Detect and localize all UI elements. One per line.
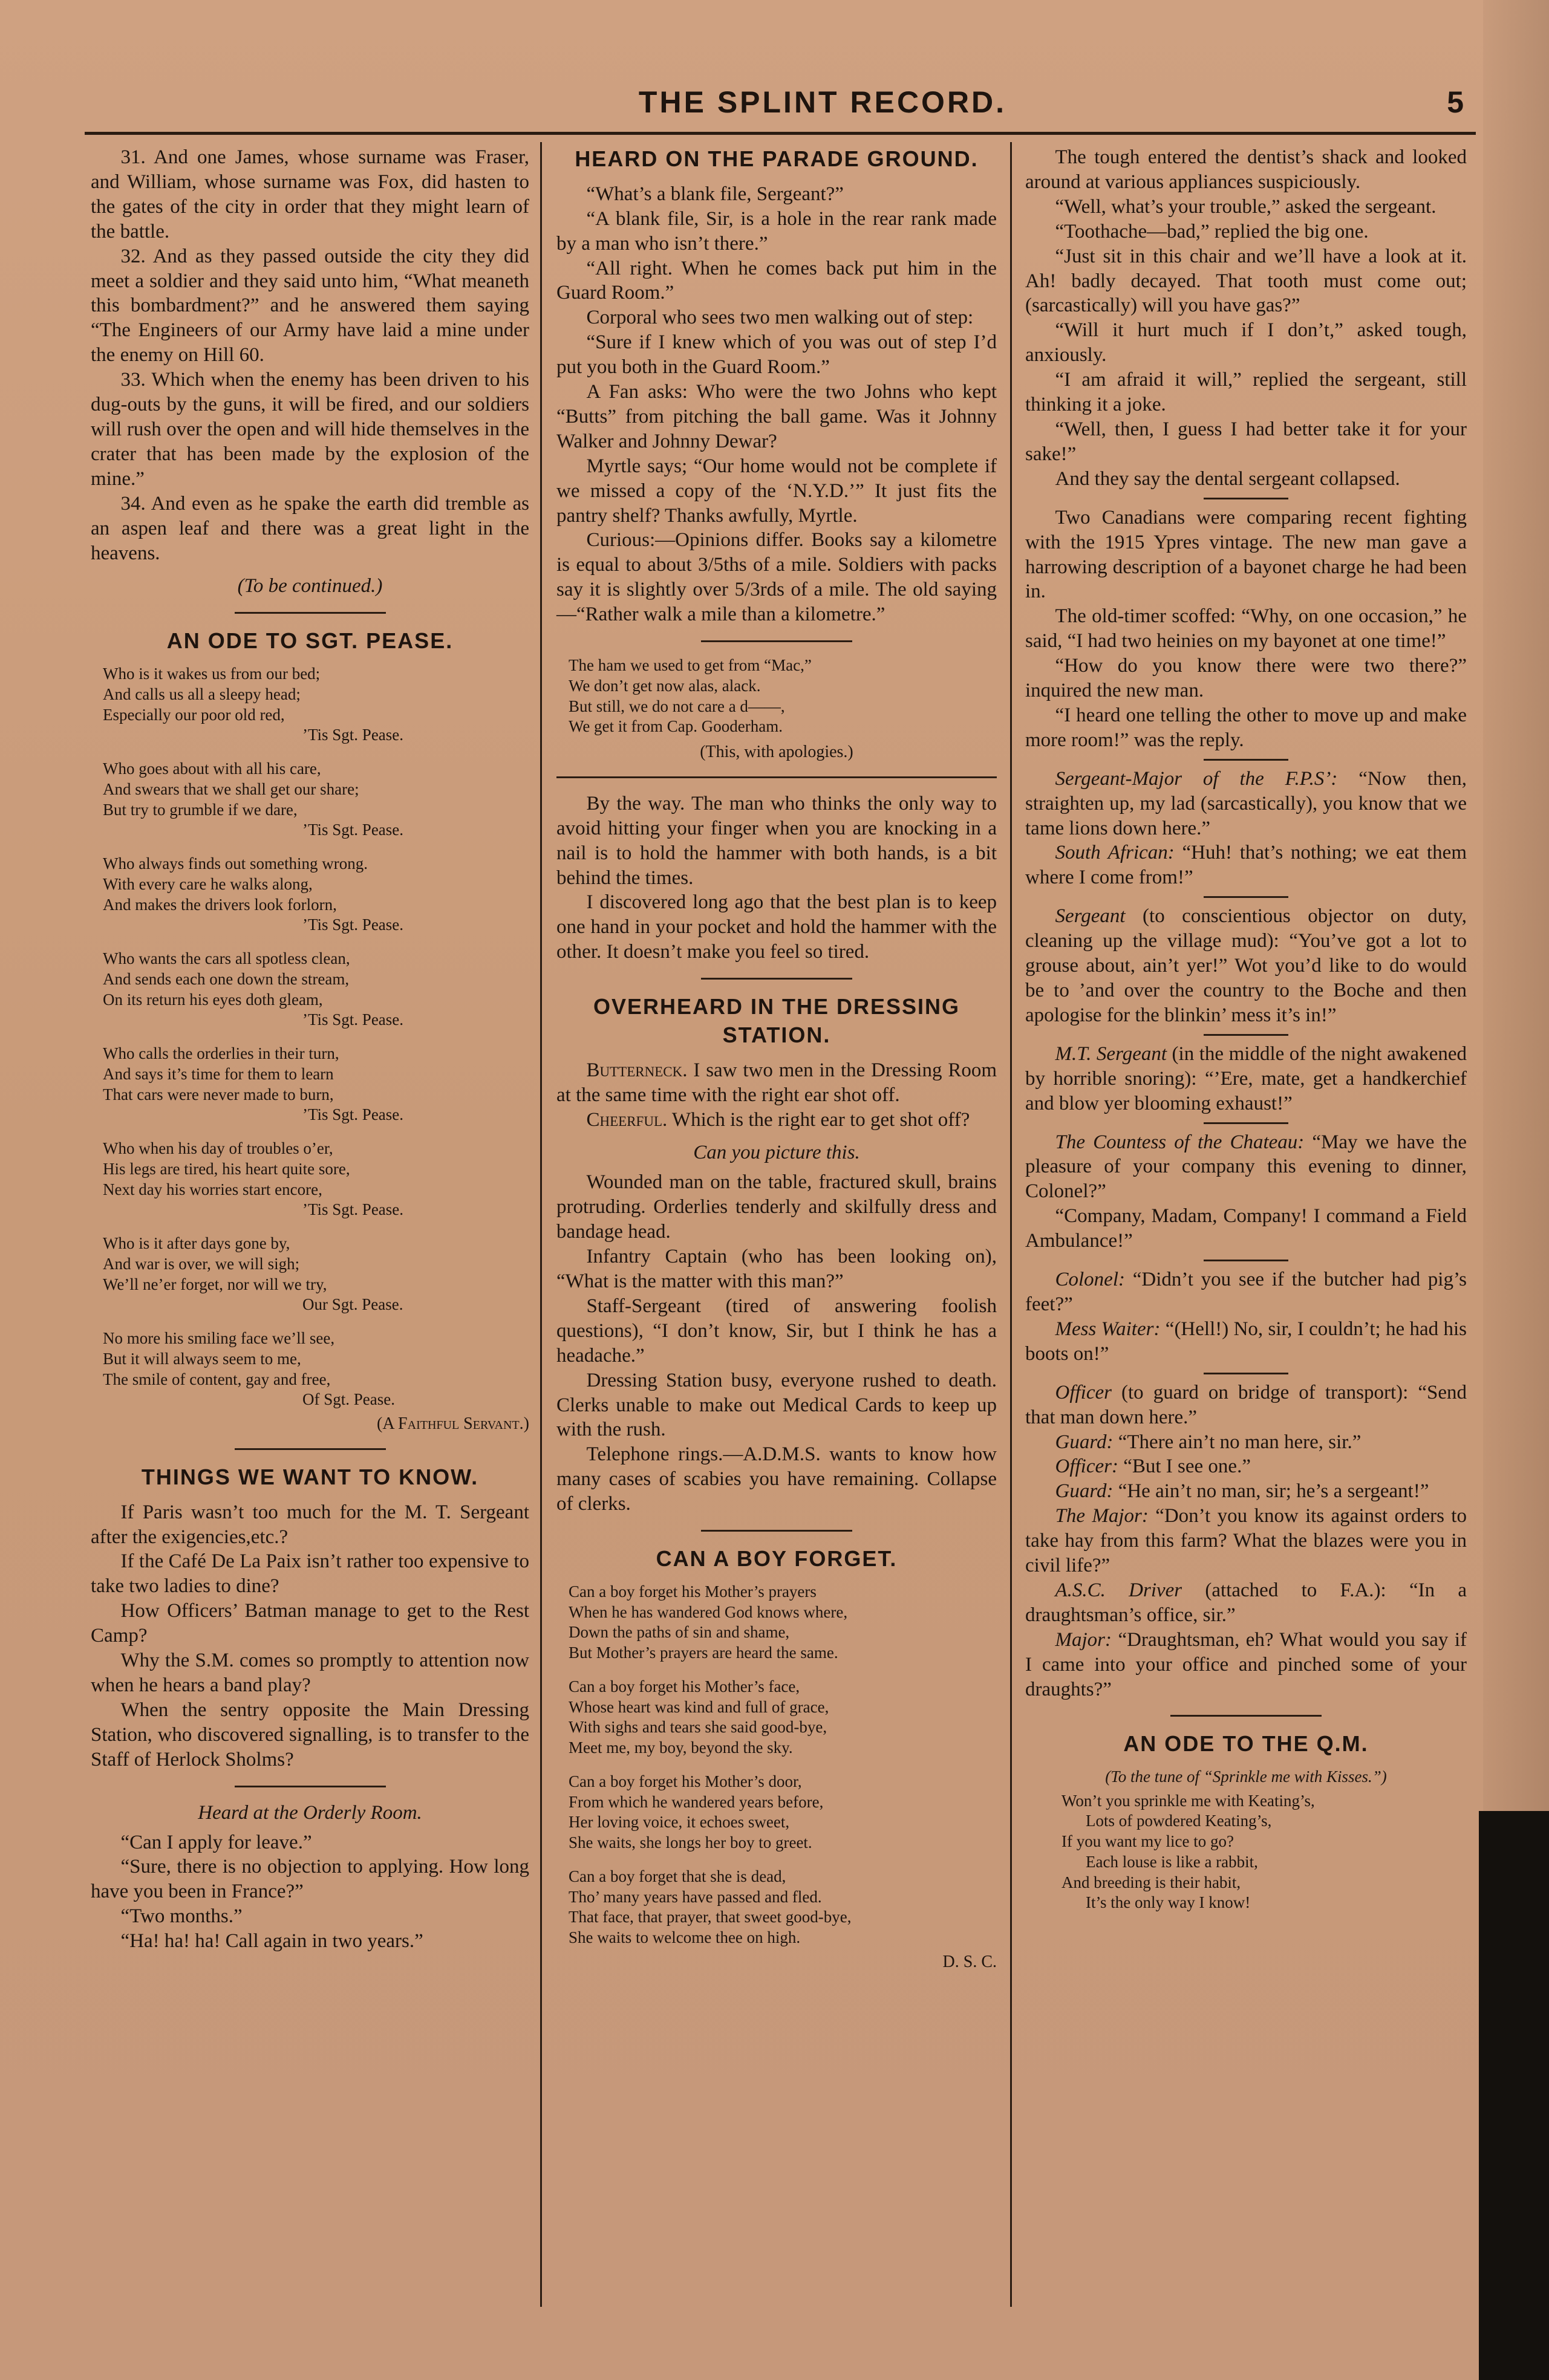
poem-refrain: Our Sgt. Pease.: [302, 1295, 403, 1314]
canadians-line: “I heard one telling the other to move up and make more room!” was the reply.: [1025, 704, 1467, 751]
poem-line: But it will always seem to me,: [103, 1349, 301, 1368]
poem-line: Her loving voice, it echoes sweet,: [569, 1813, 790, 1832]
speaker-text: “There ain’t no man here, sir.”: [1113, 1431, 1361, 1453]
masthead: THE SPLINT RECORD.: [638, 85, 1007, 119]
dressing-line: [556, 1108, 997, 1133]
canadians-line: The old-timer scoffed: “Why, on one occasion,” he said, “I had two heinies on my bayonet at one time!”: [1025, 605, 1467, 652]
speaker-name: The Major:: [1055, 1505, 1149, 1527]
section-rule: [701, 640, 852, 642]
speaker-text: (to guard on bridge of transport): “Send that man down here.”: [1025, 1381, 1467, 1428]
poem-line: Especially our poor old red,: [103, 705, 285, 724]
poem-line: Each louse is like a rabbit,: [1086, 1852, 1258, 1871]
parade-line: Myrtle says; “Our home would not be complete if we missed a copy of the ‘N.Y.D.’” It just fits the pantry shelf? Thanks awfully, Myrtle.: [556, 455, 997, 527]
column-separator: [1010, 142, 1012, 2307]
poem-stanza: [569, 1677, 997, 1758]
poem-line: Who wants the cars all spotless clean,: [103, 949, 350, 968]
speaker-text: (attached to F.A.): “In a draughtsman’s office, sir.”: [1025, 1579, 1467, 1626]
verse-33: 33. Which when the enemy has been driven to his dug-outs by the guns, it will be fired, and our soldiers will rush over the open and will hide themselves in the crater that has been made by the explosion of the mine.”: [91, 369, 529, 490]
things-item: If the Café De La Paix isn’t rather too expensive to take two ladies to dine?: [91, 1550, 529, 1598]
boy-forget-poem: [569, 1582, 997, 1948]
picture-line: Wounded man on the table, fractured skull, brains protruding. Orderlies tenderly and skilfully dress and bandage head.: [556, 1171, 997, 1243]
poem-line: Next day his worries start encore,: [103, 1180, 322, 1198]
things-item: If Paris wasn’t too much for the M. T. Sergeant after the exigencies,etc.?: [91, 1501, 529, 1548]
section-rule: [701, 978, 852, 980]
canadians-line: Two Canadians were comparing recent fighting with the 1915 Ypres vintage. The new man gave a harrowing description of a bayonet charge he had been in.: [1025, 506, 1467, 603]
poem-stanza: [569, 655, 997, 737]
poem-stanza: [103, 1044, 529, 1125]
joke-line: [1025, 1504, 1467, 1578]
speaker-name: Mess Waiter:: [1055, 1318, 1161, 1340]
speaker-text: (to conscientious objector on duty, cleaning up the village mud): “You’ve got a lot to grouse about, ain’t yer!” Wot you’d like to do would be to ’and over the country to the Boche and then apologise for the blinkin’ mess it’s in!”: [1025, 905, 1467, 1026]
poem-refrain: ’Tis Sgt. Pease.: [302, 1200, 404, 1219]
joke-line: [1025, 1430, 1467, 1455]
poem-line: We’ll ne’er forget, nor will we try,: [103, 1275, 327, 1293]
section-rule: [1204, 896, 1288, 898]
speaker-name: Officer:: [1055, 1455, 1118, 1478]
column-separator: [540, 142, 542, 2307]
speaker-name: Officer: [1055, 1381, 1112, 1403]
joke-line: [1025, 1454, 1467, 1479]
poem-stanza: [103, 1139, 529, 1220]
poem-line: Who always finds out something wrong.: [103, 854, 368, 873]
poem-line: And calls us all a sleepy head;: [103, 684, 301, 703]
dentist-line: “Well, what’s your trouble,” asked the sergeant.: [1055, 195, 1436, 218]
speaker-text: “May we have the pleasure of your company this evening to dinner, Colonel?”: [1025, 1131, 1467, 1203]
speaker-name: Butterneck.: [586, 1059, 688, 1081]
speaker-text: (in the middle of the night awakened by horrible snoring): “’Ere, mate, get a handkerchief and blow yer blooming exhaust!”: [1025, 1042, 1467, 1114]
column-2: [556, 145, 997, 1973]
things-item: Why the S.M. comes so promptly to attention now when he hears a band play?: [91, 1650, 529, 1696]
poem-line: We get it from Cap. Gooderham.: [569, 717, 783, 736]
poem-line: Tho’ many years have passed and fled.: [569, 1887, 822, 1906]
dressing-station-title: OVERHEARD IN THE DRESSING STATION.: [593, 994, 960, 1047]
poem-line: Who is it wakes us from our bed;: [103, 665, 321, 683]
joke-line: [1025, 1628, 1467, 1702]
speaker-text: “(Hell!) No, sir, I couldn’t; he had his boots on!”: [1025, 1318, 1467, 1365]
section-rule: [1204, 1034, 1288, 1036]
poem-refrain: ’Tis Sgt. Pease.: [302, 915, 404, 934]
orderly-line: “Ha! ha! ha! Call again in two years.”: [120, 1930, 423, 1952]
ham-poem: [569, 655, 997, 737]
poem-line: Who calls the orderlies in their turn,: [103, 1044, 339, 1063]
speaker-text: “But I see one.”: [1118, 1455, 1251, 1478]
dentist-line: “Toothache—bad,” replied the big one.: [1055, 220, 1369, 242]
poem-line: And sends each one down the stream,: [103, 969, 350, 988]
speaker-name: The Countess of the Chateau:: [1055, 1131, 1305, 1153]
poem-stanza: [103, 949, 529, 1030]
parade-line: Curious:—Opinions differ. Books say a kilometre is equal to about 3/5ths of a mile. Soldiers with packs say it is slightly over 5/3rds of a mile. The old saying—“Rather walk a mile than a kilometre.”: [556, 529, 997, 626]
joke-line: [1025, 1042, 1467, 1116]
section-rule: [1204, 1260, 1288, 1261]
poem-refrain: ’Tis Sgt. Pease.: [302, 821, 404, 839]
dentist-line: “Will it hurt much if I don’t,” asked tough, anxiously.: [1025, 319, 1467, 366]
poem-line: From which he wandered years before,: [569, 1792, 824, 1811]
section-rule: [235, 612, 386, 614]
section-rule: [701, 1530, 852, 1532]
speaker-name: Guard:: [1055, 1480, 1114, 1503]
poem-line: Whose heart was kind and full of grace,: [569, 1697, 829, 1716]
poem-line: Who is it after days gone by,: [103, 1234, 290, 1253]
poem-line: With every care he walks along,: [103, 874, 313, 893]
speaker-name: Cheerful.: [586, 1108, 668, 1131]
section-rule: [235, 1448, 386, 1450]
joke-line: [1025, 904, 1467, 1028]
things-item: How Officers’ Batman manage to get to the Rest Camp?: [91, 1600, 529, 1647]
poem-line: But try to grumble if we dare,: [103, 800, 298, 819]
section-rule: [1204, 1373, 1288, 1374]
poem-stanza: [103, 1234, 529, 1315]
poem-stanza: [103, 854, 529, 935]
dentist-line: “Just sit in this chair and we’ll have a look at it. Ah! badly decayed. That tooth must come out; (sarcastically) will you have gas?”: [1025, 245, 1467, 317]
speaker-name: Major:: [1055, 1628, 1112, 1651]
speaker-name: Guard:: [1055, 1431, 1114, 1453]
torn-page-edge: [1479, 1811, 1549, 2380]
ode-qm-title: AN ODE TO THE Q.M.: [1123, 1731, 1369, 1757]
orderly-line: “Sure, there is no objection to applying. How long have you been in France?”: [91, 1856, 529, 1903]
parade-line: “What’s a blank file, Sergeant?”: [586, 183, 844, 205]
poem-line: Who when his day of troubles o’er,: [103, 1139, 333, 1158]
poem-stanza: [103, 1328, 529, 1410]
poem-stanza: [569, 1867, 997, 1948]
verse-32: 32. And as they passed outside the city they did meet a soldier and they said unto him, “What meaneth this bombardment?” and he answered them saying “The Engineers of our Army have laid a mine under the enemy on Hill 60.: [91, 245, 529, 366]
poem-stanza: [569, 1582, 997, 1663]
orderly-line: “Two months.”: [120, 1905, 243, 1928]
poem-stanza: [103, 664, 529, 746]
speaker-text: Which is the right ear to get shot off?: [667, 1108, 970, 1131]
speaker-name: A.S.C. Driver: [1055, 1579, 1182, 1601]
section-rule: [1204, 1122, 1288, 1124]
section-rule: [1204, 759, 1288, 761]
things-we-want-title: THINGS WE WANT TO KNOW.: [141, 1464, 479, 1489]
poem-line: Who goes about with all his care,: [103, 759, 321, 778]
joke-line: [1025, 767, 1467, 841]
ham-note: (This, with apologies.): [700, 743, 853, 762]
joke-line: [1025, 1317, 1467, 1367]
boy-forget-title: CAN A BOY FORGET.: [656, 1546, 898, 1572]
picture-line: Staff-Sergeant (tired of answering foolish questions), “I don’t know, Sir, but I think he has a headache.”: [556, 1295, 997, 1367]
things-item: When the sentry opposite the Main Dressing Station, who discovered signalling, is to transfer to the Staff of Herlock Sholms?: [91, 1699, 529, 1770]
joke-line: [1025, 1380, 1467, 1430]
poem-line: She waits, she longs her boy to greet.: [569, 1833, 812, 1852]
continued-note: (To be continued.): [237, 575, 383, 597]
speaker-text: “Now then, straighten up, my lad (sarcastically), you know that we tame lions down here.”: [1025, 767, 1467, 839]
poem-line: And war is over, we will sigh;: [103, 1254, 300, 1273]
speaker-name: Colonel:: [1055, 1269, 1125, 1291]
page-number: 5: [1447, 85, 1464, 119]
speaker-name: Sergeant-Major of the F.P.S’:: [1055, 767, 1338, 790]
speaker-text: “He ain’t no man, sir; he’s a sergeant!”: [1113, 1480, 1429, 1503]
poem-line: It’s the only way I know!: [1086, 1893, 1251, 1912]
picture-this-title: Can you picture this.: [693, 1142, 860, 1164]
poem-line: The ham we used to get from “Mac,”: [569, 656, 812, 675]
by-the-way-line: I discovered long ago that the best plan is to keep one hand in your pocket and hold the hammer with the other. It doesn’t make you feel so tired.: [556, 891, 997, 963]
by-the-way-line: By the way. The man who thinks the only way to avoid hitting your finger when you are knocking in a nail is to hold the hammer with both hands, is a bit behind the times.: [556, 792, 997, 889]
poem-line: No more his smiling face we’ll see,: [103, 1329, 335, 1348]
ode-qm-tune: (To the tune of “Sprinkle me with Kisses.”): [1105, 1767, 1387, 1786]
boy-forget-signature: D. S. C.: [942, 1952, 997, 1971]
poem-line: And breeding is their habit,: [1061, 1873, 1241, 1891]
speaker-text: I saw two men in the Dressing Room at the same time with the right ear shot off.: [556, 1059, 997, 1106]
poem-line: That face, that prayer, that sweet good-bye,: [569, 1908, 852, 1926]
dentist-line: And they say the dental sergeant collapsed.: [1055, 467, 1400, 490]
parade-line: A Fan asks: Who were the two Johns who kept “Butts” from pitching the ball game. Was it Johnny Walker and Johnny Dewar?: [556, 381, 997, 452]
joke-line: [1025, 1267, 1467, 1317]
poem-line: Can a boy forget his Mother’s prayers: [569, 1582, 817, 1601]
joke-line: [1025, 1578, 1467, 1628]
section-rule: [1204, 498, 1288, 499]
poem-line: On its return his eyes doth gleam,: [103, 990, 323, 1009]
picture-line: Infantry Captain (who has been looking on), “What is the matter with this man?”: [556, 1246, 997, 1293]
speaker-text: “Huh! that’s nothing; we eat them where I come from!”: [1025, 842, 1467, 889]
poem-line: With sighs and tears she said good-bye,: [569, 1718, 827, 1737]
poem-line: We don’t get now alas, alack.: [569, 676, 761, 695]
ode-sgt-pease-poem: [103, 664, 529, 1410]
poem-line: But Mother’s prayers are heard the same.: [569, 1644, 838, 1662]
verse-31: 31. And one James, whose surname was Fraser, and William, whose surname was Fox, did hasten to the gates of the city in order that they might learn of the battle.: [91, 146, 529, 242]
section-rule: [556, 776, 997, 778]
picture-line: Telephone rings.—A.D.M.S. wants to know how many cases of scabies you have remaining. Collapse of clerks.: [556, 1443, 997, 1515]
poem-line: Meet me, my boy, beyond the sky.: [569, 1738, 793, 1757]
poem-line: Won’t you sprinkle me with Keating’s,: [1061, 1791, 1315, 1810]
joke-line: [1025, 840, 1467, 890]
column-3: [1025, 145, 1467, 1913]
poem-line: If you want my lice to go?: [1061, 1832, 1234, 1851]
poem-stanza: [103, 759, 529, 840]
picture-line: Dressing Station busy, everyone rushed to death. Clerks unable to make out Medical Cards to keep up with the rush.: [556, 1369, 997, 1441]
poem-line: Can a boy forget his Mother’s door,: [569, 1772, 802, 1790]
poem-line: Can a boy forget that she is dead,: [569, 1867, 786, 1885]
column-1: [91, 145, 529, 1954]
parade-line: “A blank file, Sir, is a hole in the rear rank made by a man who isn’t there.”: [556, 207, 997, 255]
poem-line: And says it’s time for them to learn: [103, 1064, 334, 1083]
orderly-room-title: Heard at the Orderly Room.: [198, 1801, 422, 1824]
page-header: [85, 85, 1476, 133]
joke-line: [1025, 1479, 1467, 1504]
poem-line: And makes the drivers look forlorn,: [103, 895, 337, 914]
poem-line: Lots of powdered Keating’s,: [1086, 1812, 1272, 1830]
dentist-line: “I am afraid it will,” replied the sergeant, still thinking it a joke.: [1025, 369, 1467, 416]
speaker-name: M.T. Sergeant: [1055, 1042, 1167, 1065]
poem-line: Can a boy forget his Mother’s face,: [569, 1677, 800, 1696]
ode-qm-poem: [1061, 1791, 1467, 1914]
poem-line: When he has wandered God knows where,: [569, 1602, 848, 1621]
poem-line: But still, we do not care a d——,: [569, 697, 785, 715]
poem-stanza: [569, 1772, 997, 1853]
dressing-line: [556, 1058, 997, 1108]
parade-ground-title: HEARD ON THE PARADE GROUND.: [575, 146, 979, 171]
speaker-name: Sergeant: [1055, 905, 1126, 928]
poem-line: Down the paths of sin and shame,: [569, 1623, 790, 1642]
poem-refrain: ’Tis Sgt. Pease.: [302, 1105, 404, 1124]
parade-line: “Sure if I knew which of you was out of step I’d put you both in the Guard Room.”: [556, 331, 997, 379]
poem-line: And swears that we shall get our share;: [103, 779, 359, 798]
speaker-text: “Didn’t you see if the butcher had pig’s feet?”: [1025, 1269, 1467, 1315]
orderly-line: “Can I apply for leave.”: [120, 1831, 312, 1853]
poem-refrain: Of Sgt. Pease.: [302, 1390, 395, 1409]
parade-line: “All right. When he comes back put him in the Guard Room.”: [556, 257, 997, 304]
canadians-line: “How do you know there were two there?” inquired the new man.: [1025, 655, 1467, 702]
dentist-line: “Well, then, I guess I had better take it for your sake!”: [1025, 418, 1467, 465]
poem-line: That cars were never made to burn,: [103, 1085, 334, 1104]
section-rule: [235, 1786, 386, 1787]
speaker-name: South African:: [1055, 842, 1175, 864]
speaker-text: “Don’t you know its against orders to take hay from this farm? What the blazes were you in civil life?”: [1025, 1505, 1467, 1577]
header-rule: [85, 132, 1476, 135]
poem-refrain: ’Tis Sgt. Pease.: [302, 1010, 404, 1029]
joke-line: “Company, Madam, Company! I command a Field Ambulance!”: [1025, 1205, 1467, 1252]
speaker-text: “Draughtsman, eh? What would you say if I came into your office and pinched some of your draughts?”: [1025, 1628, 1467, 1700]
ode-sgt-pease-title: AN ODE TO SGT. PEASE.: [166, 628, 454, 654]
poem-line: She waits to welcome thee on high.: [569, 1928, 801, 1947]
section-rule: [1170, 1715, 1322, 1717]
poem-refrain: ’Tis Sgt. Pease.: [302, 726, 404, 744]
dentist-line: The tough entered the dentist’s shack and looked around at various appliances suspiciously.: [1025, 146, 1467, 193]
ode-signature: (A Faithful Servant.): [377, 1414, 529, 1434]
joke-line: [1025, 1130, 1467, 1205]
poem-line: The smile of content, gay and free,: [103, 1370, 331, 1388]
parade-line: Corporal who sees two men walking out of step:: [586, 307, 974, 329]
verse-34: 34. And even as he spake the earth did tremble as an aspen leaf and there was a great light in the heavens.: [91, 492, 529, 564]
poem-line: His legs are tired, his heart quite sore,: [103, 1159, 350, 1178]
